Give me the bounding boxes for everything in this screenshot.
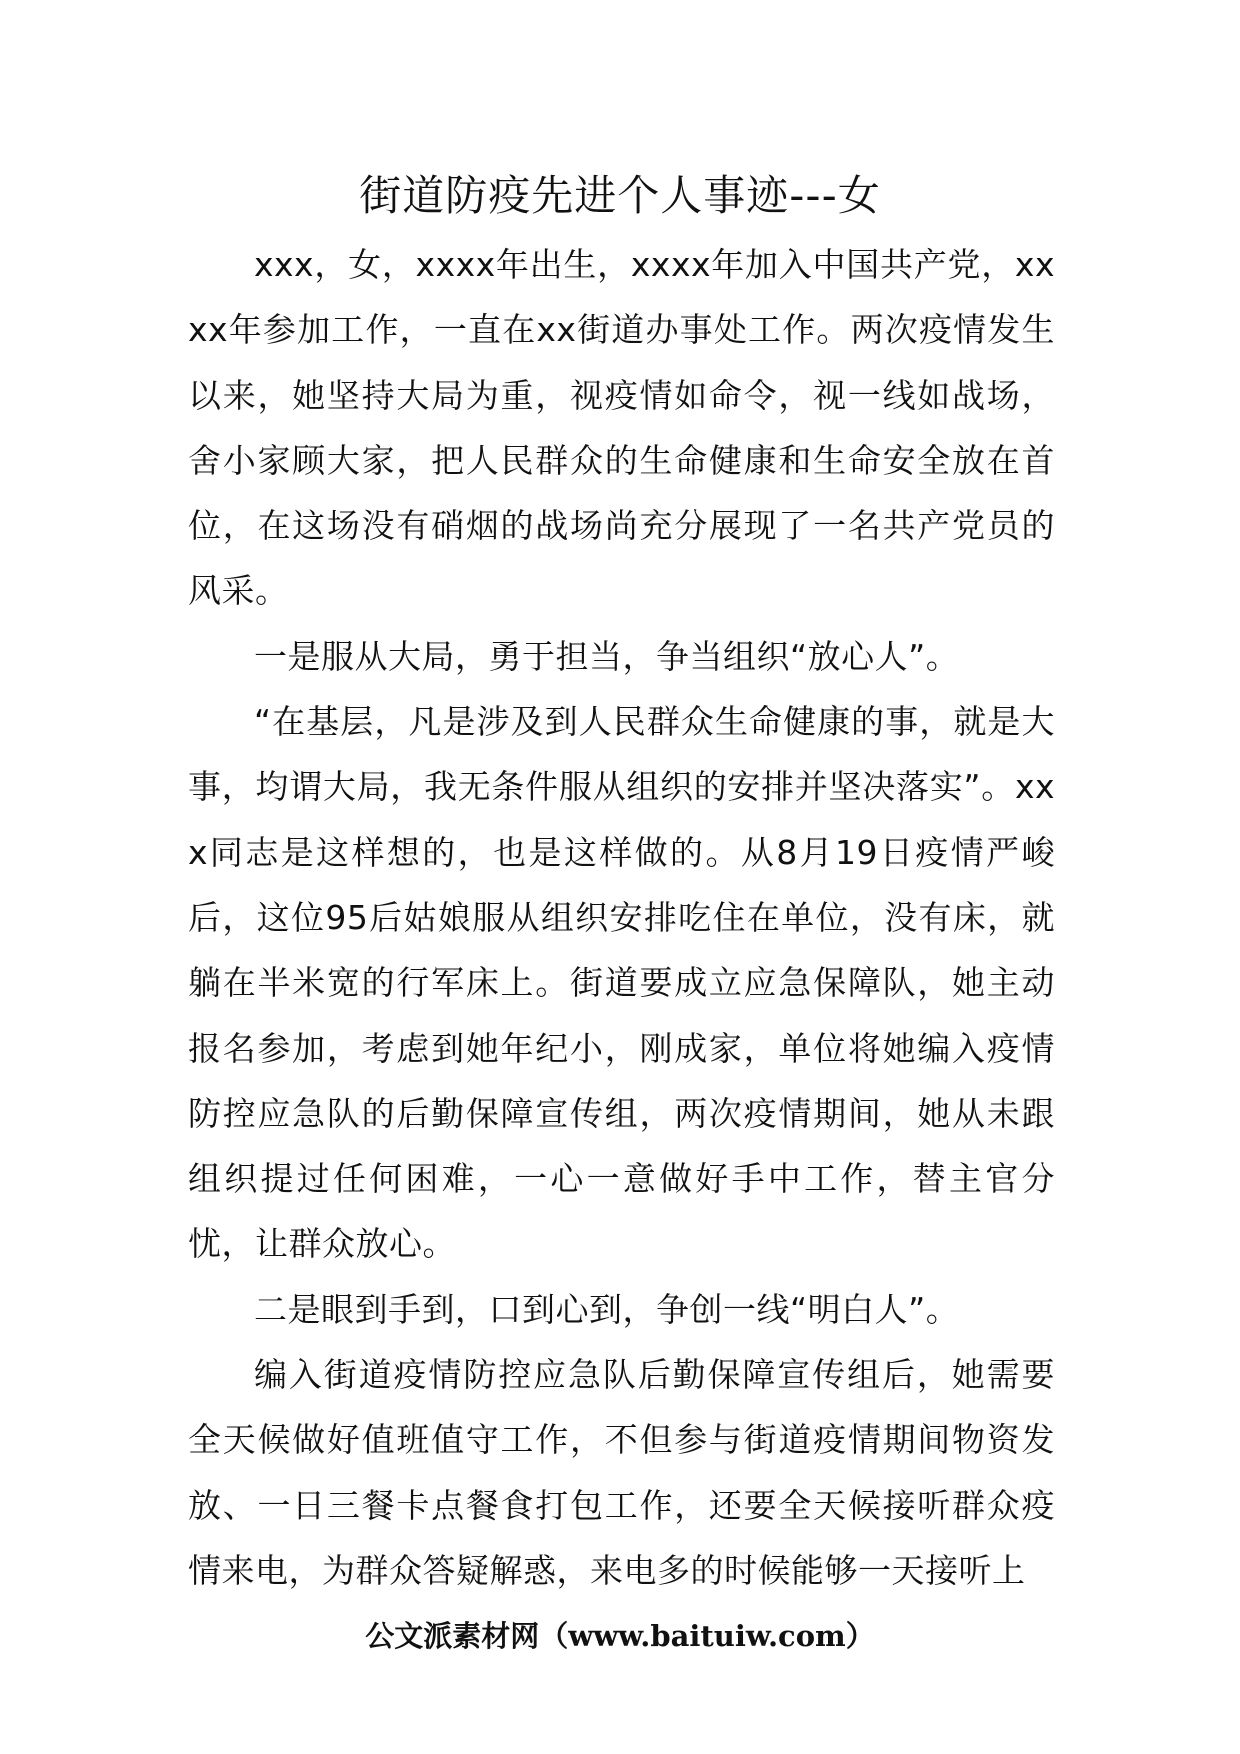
footer-watermark: 公文派素材网（www.baituiw.com） [365, 1619, 875, 1653]
paragraph-section-2: 编入街道疫情防控应急队后勤保障宣传组后，她需要全天候做好值班值守工作，不但参与街道疫情期间物资发放、一日三餐卡点餐食打包工作，还要全天候接听群众疫情来电，为群众答疑解惑，来电多的时候能够一天接听上 [188, 1355, 1055, 1590]
document-title: 街道防疫先进个人事迹---女 [359, 171, 881, 220]
section-heading-1: 一是服从大局，勇于担当，争当组织“放心人”。 [254, 636, 960, 676]
paragraph-section-1: “在基层，凡是涉及到人民群众生命健康的事，就是大事，均谓大局，我无条件服从组织的安排并坚决落实”。xxx同志是这样想的，也是这样做的。从8月19日疫情严峻后，这位95后姑娘服从组织安排吃住在单位，没有床，就躺在半米宽的行军床上。街道要成立应急保障队，她主动报名参加，考虑到她年纪小，刚成家，单位将她编入疫情防控应急队的后勤保障宣传组，两次疫情期间，她从未跟组织提过任何困难，一心一意做好手中工作，替主官分忧，让群众放心。 [188, 702, 1055, 1264]
document-body [188, 232, 1055, 1603]
section-heading-2: 二是眼到手到，口到心到，争创一线“明白人”。 [254, 1289, 960, 1329]
paragraph-intro: xxx，女，xxxx年出生，xxxx年加入中国共产党，xxxx年参加工作，一直在xx街道办事处工作。两次疫情发生以来，她坚持大局为重，视疫情如命令，视一线如战场，舍小家顾大家，把人民群众的生命健康和生命安全放在首位，在这场没有硝烟的战场尚充分展现了一名共产党员的风采。 [188, 245, 1055, 611]
